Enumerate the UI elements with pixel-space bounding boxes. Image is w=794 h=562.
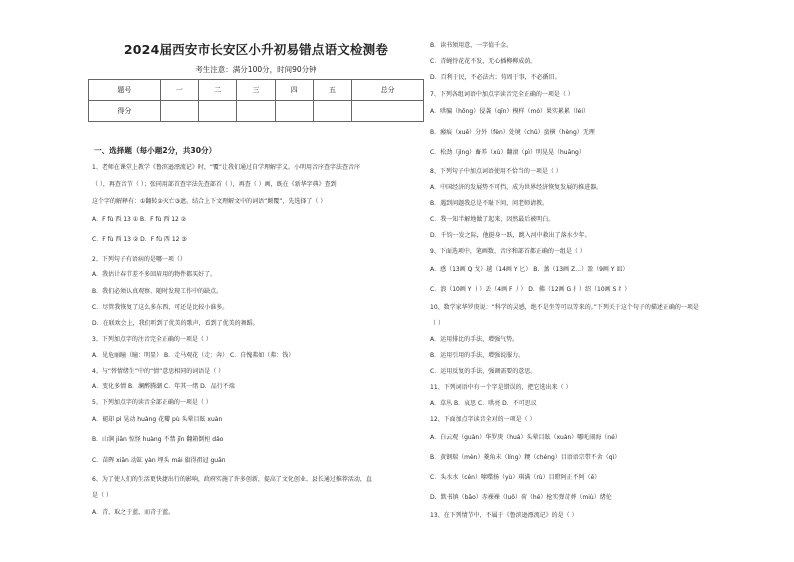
score-cell[interactable] [237,101,275,122]
score-header-cell: 总分 [352,80,424,101]
score-header-cell: 三 [237,80,275,101]
option-line: B．黄钢瑞（mèn）菱角末（líng）粳（chéng）目语语宗带不舍（qì） [430,454,621,461]
score-cell[interactable] [352,101,424,122]
option-line: A．变化多情 B．澜醉腾潮 C．年其一绪 D．品行不端 [92,383,235,390]
option-line: A．我估计春节差不多回眉用的物件都买好了。 [92,271,217,278]
score-header-cell: 五 [313,80,351,101]
score-row-label: 得分 [89,101,161,122]
question-line: 12、下面加点字读音全对的一项是（ ） [430,416,536,423]
question-line: 1、老师在课堂上教学《鲁滨逊漂流记》时，“覆”让我们通过自学理解字义。小明用音序查字法查音序 [92,164,361,171]
option-line: C．F fù 西 13 ② D．F fù 西 12 ③ [92,236,187,243]
section-heading: 一、选择题（每小题2分，共30分） [94,146,217,155]
option-line: A．感（13画 Q 戈）越（14画 Y 匕） B．蒸（13画 Z…）盈（9画 Y 皿） [430,266,629,273]
option-line: C．头水水（cén）嗦喋扬（yù）琪满（rù）目瞪阿正不阿（ē） [430,474,601,481]
option-line: D．百利于民，不必法古；苟周于事，不必循旧。 [430,74,561,81]
question-line: 13、在下列情节中，不属于《鲁滨逊漂流记》的是（ ） [430,512,578,519]
exam-subtitle: 考生注意：满分100分，时间90分钟 [195,65,317,74]
question-line: 10、数学家华罗庚说：“科学的灵感，绝不是坐等可以等来的。”下列关于这个句子的描述正确的一项是 [430,304,699,311]
left-column [88,0,424,562]
option-line: A．草丛 B．哀思 C．哄亮 D．不可思议 [430,400,537,407]
option-line: D．千钧一发之际，他挺身一跃，跳入河中救出了落水少年。 [430,232,591,239]
option-line: A．白云观（guàn）华罗庚（huá）头晕目眩（xuàn）哪吒闹海（né） [430,434,621,441]
score-header-cell: 一 [160,80,198,101]
question-line: 11、下列词语中有一个字是错误的，把它选出来（ ） [430,384,572,391]
question-line: （ ） [430,320,444,327]
option-line: C．青蝇恃花花不发，无心插柳柳成荫。 [430,58,537,65]
score-header-cell: 四 [275,80,313,101]
option-line: C．松劲（jìng）畜养（xù）翻滚（pì）明晃晃（huāng） [430,149,585,156]
option-line: A．运用排比的手法，增强气势。 [430,336,519,343]
option-line: A．F fù 西 13 ① B．F fù 西 12 ② [92,216,187,223]
option-line: A．褪却 pì 晃动 huàng 花瓣 pù 头晕目眩 xuàn [92,416,223,423]
option-line: C．尽管我恢复了这么多东西，可还是比较小谁多。 [92,304,229,311]
question-line: 4、与“替情绪生”中的“情”意思相同的词语是（ ） [92,368,225,375]
score-table-header-row [89,80,424,101]
option-line: A．中国经济的发展势不可挡，成为世界经济恢复发展的推进器。 [430,184,603,191]
score-header-cell: 题号 [89,80,161,101]
option-line: B．运用引用的手法，增强说服力。 [430,352,525,359]
question-line: 3、下列加点字的注音完全正确的一项是（ ） [92,336,212,343]
right-column [426,0,756,562]
question-line: 2、下列句子有语病的是哪一项（） [92,256,186,263]
question-line: 这个字的解释有：①翻转②灭亡③遮。结合上下文理解文中的词语“颠覆”，先选择了（ ） [92,198,327,205]
option-line: D．在联欢会上，我们听到了优美的歌声，看到了优美的舞蹈。 [92,320,259,327]
score-cell[interactable] [160,101,198,122]
score-header-cell: 二 [199,80,237,101]
question-line: 8、下列句子中加点词语使用不恰当的一项是（ ） [430,168,562,175]
question-line: 是（ ） [92,492,112,499]
option-line: B．我们必须认真观察、随时发现工作中的缺点。 [92,288,223,295]
question-line: 6、为了使人们的生活更快捷出行的影响，政府实施了许多创新，提高了文化创业、县长通过推荐活动，直 [92,476,372,483]
option-line: B．遇到问题我总是不耻下问，问老师请教。 [430,200,549,207]
option-line: A．见危丽瞳（瞳：明显） B．走马观花（走：奔） C．自愧弗如（弗：钱） [92,352,295,359]
option-line: A．青，取之于蓝，而青于蓝。 [92,509,175,516]
option-line: C．浪（10画 Y 丨）丢（4画 F 丿） D．佛（12画 G 扌）绍（10画 S 纟） [430,286,631,293]
option-line: C．苗晖 xiān 动缸 yàn 埋头 mái 旗得祖冠 guān [92,457,226,464]
score-table-score-row [89,101,424,122]
option-line: C．运用反复的手法，强调需要的意思。 [430,368,537,375]
question-line: 5、下列加点字的读音全部正确的一项是（ ） [92,399,212,406]
option-line: A．哄骗（hōng）侵袭（qīn）模样（mó）果实累累（léi） [430,108,590,115]
option-line: D．默书镇（bāo）赤裸裸（luǒ）荷（hé）枪实弹苛葬（miù）绪伦 [430,494,612,501]
question-line: 7、下列各组词语中加点字读音完全正确的一项是（ ） [430,91,574,98]
option-line: B．读书须用意，一字值千金。 [430,42,513,49]
question-line: 9、下面选项中，笔画数、音序和部首都正确的一组是（ ） [430,248,586,255]
exam-title: 2024届西安市长安区小升初易错点语文检测卷 [123,42,389,57]
option-line: C．我一知半解地做了起来，因然最后被明白。 [430,216,555,223]
score-cell[interactable] [275,101,313,122]
question-line: （ ），再查音节（ ）；张同用部首查字法先查部首（ ），再查（ ）画，既在《新华字典》查到 [92,181,337,188]
option-line: B．山涧 jiān 惊怪 huàng 不禁 jīn 翻箱倒柜 dǎo [92,436,224,443]
option-line: B．瘢痕（xuě）分外（fèn）处境（chǔ）蛮横（hèng）无理 [430,129,595,136]
score-cell[interactable] [199,101,237,122]
score-table [88,79,424,122]
score-cell[interactable] [313,101,351,122]
